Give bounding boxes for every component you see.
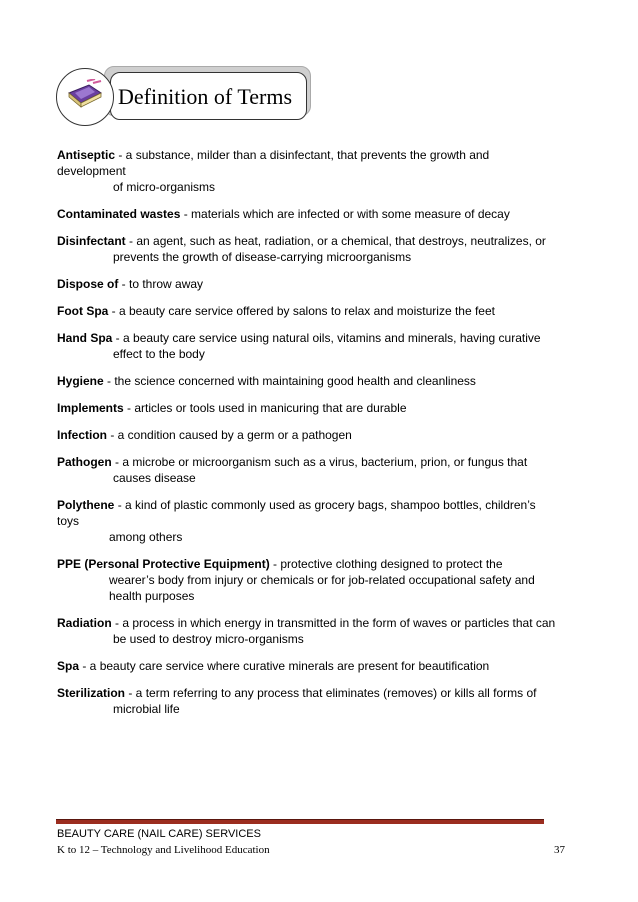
term-word: Pathogen (57, 455, 112, 469)
term-definition: - protective clothing designed to protect the (269, 557, 503, 571)
term-definition: - a condition caused by a germ or a pathogen (107, 428, 352, 442)
book-icon (65, 79, 105, 113)
term-definition: - a kind of plastic commonly used as grocery bags, shampoo bottles, children’s toys (57, 498, 536, 528)
term-word: Contaminated wastes (57, 207, 181, 221)
term-definition-cont: wearer’s body from injury or chemicals or for job-related occupational safety and health purposes (109, 573, 535, 603)
term-word: Implements (57, 401, 124, 415)
term-definition: - a substance, milder than a disinfectant, that prevents the growth and development (57, 148, 490, 178)
section-header (56, 60, 326, 130)
term-definition-cont: effect to the body (113, 347, 205, 361)
footer-course-title: BEAUTY CARE (NAIL CARE) SERVICES (57, 828, 261, 840)
footer-program: K to 12 – Technology and Livelihood Education (57, 844, 270, 856)
term-definition-cont: of micro-organisms (113, 180, 216, 194)
term-word: Radiation (57, 616, 112, 630)
term-item (57, 497, 557, 545)
term-word: Sterilization (57, 686, 126, 700)
term-definition-cont: prevents the growth of disease-carrying microorganisms (113, 250, 412, 264)
term-definition: - an agent, such as heat, radiation, or a chemical, that destroys, neutralizes, or (125, 234, 546, 248)
term-word: Antiseptic (57, 148, 116, 162)
term-word: Hygiene (57, 374, 104, 388)
term-definition: - a process in which energy in transmitted in the form of waves or particles that can (111, 616, 556, 630)
term-word: Disinfectant (57, 234, 126, 248)
page-number: 37 (554, 844, 565, 856)
term-item (57, 658, 557, 674)
term-item (57, 427, 557, 443)
term-item (57, 330, 557, 362)
term-item (57, 685, 557, 717)
term-definition: - a beauty care service offered by salons to relax and moisturize the feet (108, 304, 495, 318)
term-definition: - to throw away (118, 277, 204, 291)
term-item (57, 303, 557, 319)
term-item (57, 276, 557, 292)
term-item (57, 556, 557, 604)
term-definition-cont: among others (109, 530, 183, 544)
term-definition-cont: microbial life (113, 702, 180, 716)
term-word: Spa (57, 659, 80, 673)
term-word: Hand Spa (57, 331, 113, 345)
term-definition: - a microbe or microorganism such as a virus, bacterium, prion, or fungus that (111, 455, 528, 469)
term-definition: - a beauty care service where curative minerals are present for beautification (79, 659, 490, 673)
term-definition: - materials which are infected or with some measure of decay (180, 207, 510, 221)
term-word: Polythene (57, 498, 115, 512)
terms-list (57, 147, 557, 728)
term-item (57, 206, 557, 222)
term-item (57, 454, 557, 486)
term-definition-cont: causes disease (113, 471, 196, 485)
term-definition-cont: be used to destroy micro-organisms (113, 632, 304, 646)
term-word: Dispose of (57, 277, 119, 291)
term-item (57, 233, 557, 265)
term-definition: - articles or tools used in manicuring that are durable (123, 401, 407, 415)
book-icon-badge (56, 68, 114, 126)
page-title: Definition of Terms (118, 84, 293, 109)
term-word: Foot Spa (57, 304, 109, 318)
term-definition: - a beauty care service using natural oils, vitamins and minerals, having curative (112, 331, 541, 345)
term-item (57, 615, 557, 647)
term-item (57, 400, 557, 416)
term-item (57, 147, 557, 195)
term-item (57, 373, 557, 389)
footer-rule (56, 819, 544, 824)
term-word: PPE (Personal Protective Equipment) (57, 557, 270, 571)
term-definition: - the science concerned with maintaining good health and cleanliness (103, 374, 476, 388)
term-definition: - a term referring to any process that eliminates (removes) or kills all forms of (125, 686, 537, 700)
term-word: Infection (57, 428, 107, 442)
